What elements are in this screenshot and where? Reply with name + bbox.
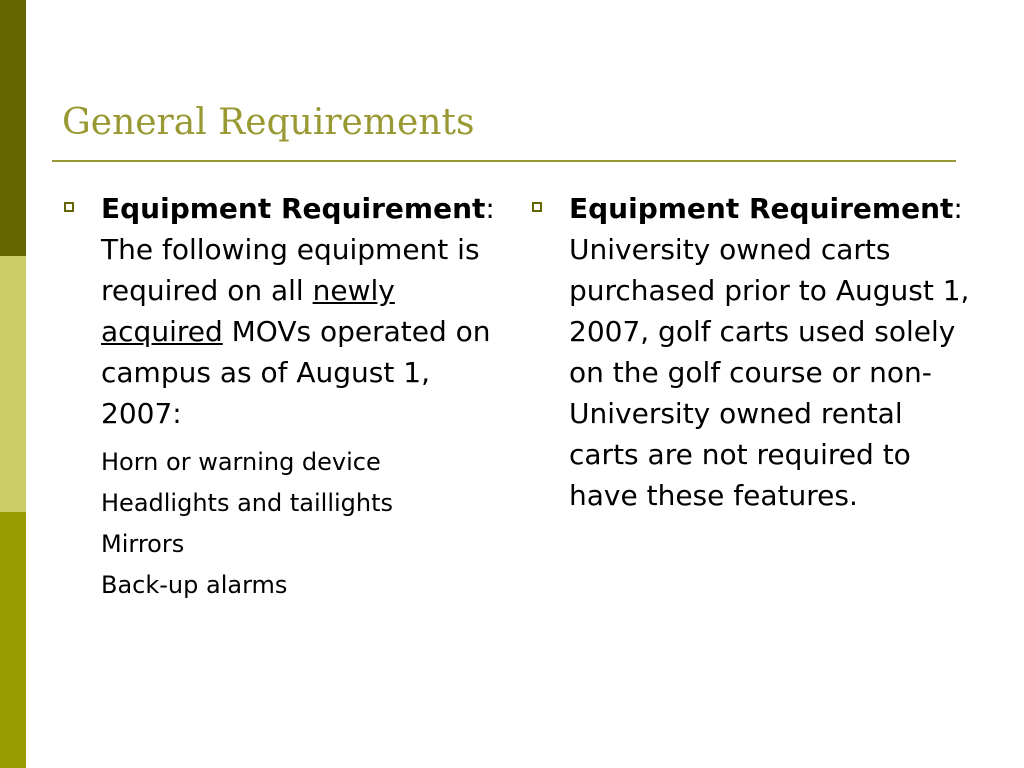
equipment-list — [62, 442, 502, 606]
sidebar-strip-middle — [0, 256, 26, 512]
slide-title: General Requirements — [62, 102, 475, 143]
sidebar-strip-bottom — [0, 512, 26, 768]
square-bullet-icon — [532, 202, 542, 212]
left-bullet — [62, 188, 502, 434]
right-column — [530, 188, 970, 516]
sidebar-strip-top — [0, 0, 26, 256]
title-divider — [52, 160, 956, 162]
left-bullet-underlined: newly acquired — [101, 274, 395, 348]
list-item: Back-up alarms — [101, 571, 288, 599]
list-item: Headlights and taillights — [101, 489, 394, 517]
left-bullet-heading: Equipment Requirement — [101, 192, 486, 225]
square-bullet-icon — [64, 202, 74, 212]
right-bullet-heading: Equipment Requirement — [569, 192, 954, 225]
right-bullet — [530, 188, 970, 516]
left-bullet-text-part2: MOVs operated on campus as of August 1, 2007: — [101, 315, 491, 430]
left-bullet-text-part1: : The following equipment is required on all — [101, 192, 495, 307]
left-column — [62, 188, 502, 606]
list-item: Horn or warning device — [101, 448, 381, 476]
right-bullet-text: : University owned carts purchased prior to August 1, 2007, golf carts used solely on the golf course or non-University owned rental carts are not required to have these features. — [569, 192, 970, 512]
list-item: Mirrors — [101, 530, 185, 558]
